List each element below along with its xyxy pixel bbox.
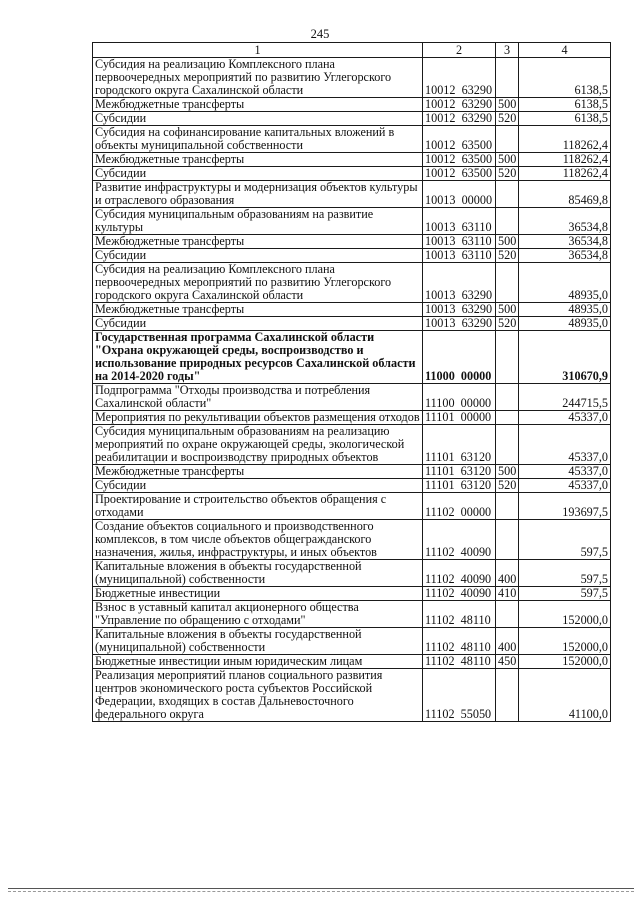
header-col-2: 2: [423, 43, 496, 58]
row-code: 11102 00000: [423, 493, 496, 520]
row-description: Государственная программа Сахалинской области "Охрана окружающей среды, воспроизводство и использование природных ресурсов Сахалинской области на 2014-2020 годы": [93, 331, 423, 384]
row-amount: 45337,0: [519, 425, 611, 465]
row-code: 11102 40090: [423, 560, 496, 587]
row-description: Субсидия на реализацию Комплексного плана первоочередных мероприятий по развитию Углегорского городского округа Сахалинской области: [93, 263, 423, 303]
row-amount: 118262,4: [519, 167, 611, 181]
row-amount: 48935,0: [519, 303, 611, 317]
row-code: 11102 40090: [423, 587, 496, 601]
header-col-1: 1: [93, 43, 423, 58]
row-expense-type: 500: [496, 98, 519, 112]
row-description: Проектирование и строительство объектов обращения с отходами: [93, 493, 423, 520]
row-expense-type: [496, 208, 519, 235]
row-code: 10013 63290: [423, 317, 496, 331]
row-amount: 152000,0: [519, 655, 611, 669]
table-row: [93, 587, 611, 601]
row-expense-type: 500: [496, 235, 519, 249]
row-amount: 6138,5: [519, 98, 611, 112]
row-code: 11102 40090: [423, 520, 496, 560]
row-code: 10012 63500: [423, 167, 496, 181]
row-expense-type: 400: [496, 560, 519, 587]
table-row: [93, 669, 611, 722]
row-code: 11101 63120: [423, 425, 496, 465]
row-expense-type: 520: [496, 167, 519, 181]
table-row: [93, 520, 611, 560]
row-expense-type: 520: [496, 249, 519, 263]
row-expense-type: 500: [496, 465, 519, 479]
row-amount: 597,5: [519, 520, 611, 560]
row-expense-type: 520: [496, 317, 519, 331]
table-row: [93, 263, 611, 303]
row-expense-type: 450: [496, 655, 519, 669]
header-col-3: 3: [496, 43, 519, 58]
row-amount: 118262,4: [519, 153, 611, 167]
row-expense-type: 520: [496, 112, 519, 126]
row-amount: 193697,5: [519, 493, 611, 520]
row-expense-type: 500: [496, 303, 519, 317]
row-description: Капитальные вложения в объекты государственной (муниципальной) собственности: [93, 560, 423, 587]
table-row: [93, 303, 611, 317]
table-row: [93, 249, 611, 263]
row-expense-type: [496, 425, 519, 465]
row-code: 10013 00000: [423, 181, 496, 208]
row-description: Субсидии: [93, 249, 423, 263]
table-row: [93, 493, 611, 520]
row-expense-type: [496, 331, 519, 384]
row-code: 10012 63500: [423, 153, 496, 167]
row-description: Субсидия муниципальным образованиям на реализацию мероприятий по охране окружающей среды, экологической реабилитации и воспроизводству природных объектов: [93, 425, 423, 465]
row-amount: 85469,8: [519, 181, 611, 208]
row-expense-type: [496, 601, 519, 628]
row-description: Субсидия муниципальным образованиям на развитие культуры: [93, 208, 423, 235]
row-expense-type: [496, 669, 519, 722]
row-amount: 6138,5: [519, 112, 611, 126]
page-number: 245: [310, 27, 330, 41]
row-description: Бюджетные инвестиции: [93, 587, 423, 601]
row-code: 10012 63500: [423, 126, 496, 153]
row-expense-type: 520: [496, 479, 519, 493]
row-expense-type: [496, 263, 519, 303]
row-amount: 45337,0: [519, 465, 611, 479]
row-description: Реализация мероприятий планов социального развития центров экономического роста субъектов Российской Федерации, входящих в состав Дальневосточного федерального округа: [93, 669, 423, 722]
row-amount: 597,5: [519, 560, 611, 587]
row-description: Мероприятия по рекультивации объектов размещения отходов: [93, 411, 423, 425]
row-description: Субсидия на софинансирование капитальных вложений в объекты муниципальной собственности: [93, 126, 423, 153]
row-amount: 36534,8: [519, 208, 611, 235]
row-amount: 45337,0: [519, 411, 611, 425]
row-amount: 48935,0: [519, 317, 611, 331]
table-row: [93, 153, 611, 167]
row-code: 11000 00000: [423, 331, 496, 384]
row-description: Межбюджетные трансферты: [93, 153, 423, 167]
table-row: [93, 58, 611, 98]
table-row: [93, 98, 611, 112]
row-expense-type: [496, 384, 519, 411]
row-description: Развитие инфраструктуры и модернизация объектов культуры и отраслевого образования: [93, 181, 423, 208]
row-amount: 36534,8: [519, 235, 611, 249]
table-row: [93, 235, 611, 249]
row-description: Субсидии: [93, 317, 423, 331]
footer-rule-dashed: [8, 891, 634, 892]
row-description: Субсидия на реализацию Комплексного плана первоочередных мероприятий по развитию Углегорского городского округа Сахалинской области: [93, 58, 423, 98]
table-row: [93, 208, 611, 235]
row-expense-type: [496, 181, 519, 208]
row-description: Взнос в уставный капитал акционерного общества "Управление по обращению с отходами": [93, 601, 423, 628]
table-row: [93, 112, 611, 126]
row-code: 11102 48110: [423, 655, 496, 669]
row-description: Создание объектов социального и производственного комплексов, в том числе объектов общегражданского назначения, жилья, инфраструктуры, и иных объектов: [93, 520, 423, 560]
footer-rule: [8, 888, 634, 889]
row-description: Межбюджетные трансферты: [93, 98, 423, 112]
row-expense-type: 500: [496, 153, 519, 167]
row-amount: 6138,5: [519, 58, 611, 98]
table-row: [93, 317, 611, 331]
row-amount: 45337,0: [519, 479, 611, 493]
row-code: 11101 63120: [423, 479, 496, 493]
row-code: 10013 63110: [423, 208, 496, 235]
row-code: 11101 63120: [423, 465, 496, 479]
row-expense-type: [496, 411, 519, 425]
row-description: Субсидии: [93, 479, 423, 493]
row-code: 11102 55050: [423, 669, 496, 722]
row-amount: 48935,0: [519, 263, 611, 303]
row-code: 10012 63290: [423, 98, 496, 112]
row-code: 11102 48110: [423, 628, 496, 655]
row-amount: 118262,4: [519, 126, 611, 153]
row-amount: 36534,8: [519, 249, 611, 263]
row-amount: 152000,0: [519, 628, 611, 655]
row-expense-type: [496, 520, 519, 560]
table-row: [93, 181, 611, 208]
row-description: Субсидии: [93, 112, 423, 126]
row-description: Субсидии: [93, 167, 423, 181]
table-row: [93, 126, 611, 153]
table-row: [93, 384, 611, 411]
row-expense-type: [496, 126, 519, 153]
row-amount: 41100,0: [519, 669, 611, 722]
table-row: [93, 601, 611, 628]
budget-table: [92, 42, 611, 722]
row-description: Подпрограмма "Отходы производства и потребления Сахалинской области": [93, 384, 423, 411]
row-code: 10013 63290: [423, 263, 496, 303]
row-code: 10013 63110: [423, 249, 496, 263]
row-code: 11100 00000: [423, 384, 496, 411]
table-row: [93, 655, 611, 669]
row-amount: 152000,0: [519, 601, 611, 628]
row-description: Бюджетные инвестиции иным юридическим лицам: [93, 655, 423, 669]
row-code: 11102 48110: [423, 601, 496, 628]
row-description: Капитальные вложения в объекты государственной (муниципальной) собственности: [93, 628, 423, 655]
row-description: Межбюджетные трансферты: [93, 465, 423, 479]
row-description: Межбюджетные трансферты: [93, 303, 423, 317]
row-code: 11101 00000: [423, 411, 496, 425]
header-col-4: 4: [519, 43, 611, 58]
table-row: [93, 560, 611, 587]
row-amount: 310670,9: [519, 331, 611, 384]
row-code: 10013 63110: [423, 235, 496, 249]
table-row: [93, 465, 611, 479]
row-expense-type: 410: [496, 587, 519, 601]
row-expense-type: 400: [496, 628, 519, 655]
table-row: [93, 628, 611, 655]
table-row: [93, 411, 611, 425]
table-row: [93, 479, 611, 493]
row-code: 10013 63290: [423, 303, 496, 317]
table-row: [93, 331, 611, 384]
row-expense-type: [496, 493, 519, 520]
row-amount: 597,5: [519, 587, 611, 601]
table-row: [93, 167, 611, 181]
table-row: [93, 425, 611, 465]
header-row: [93, 43, 611, 58]
row-code: 10012 63290: [423, 58, 496, 98]
row-amount: 244715,5: [519, 384, 611, 411]
row-expense-type: [496, 58, 519, 98]
row-description: Межбюджетные трансферты: [93, 235, 423, 249]
row-code: 10012 63290: [423, 112, 496, 126]
